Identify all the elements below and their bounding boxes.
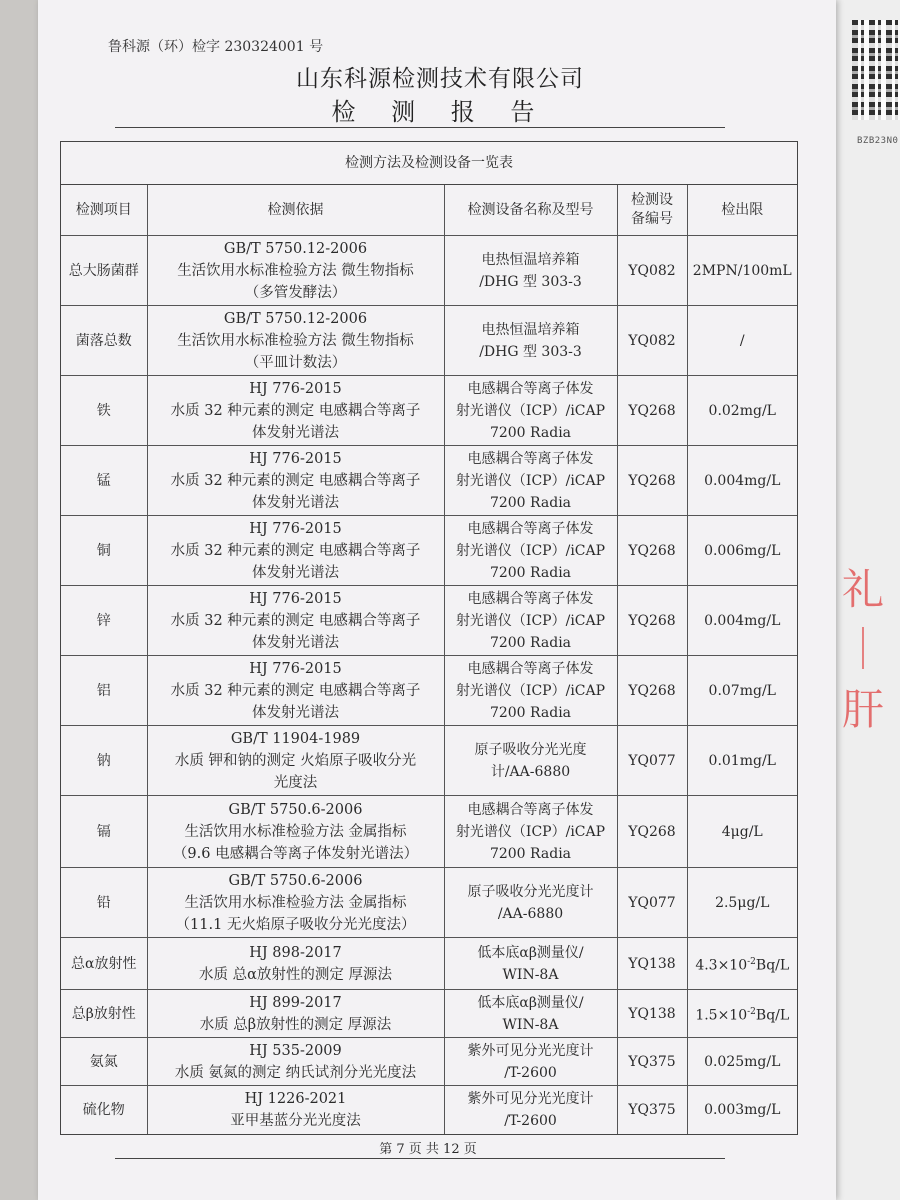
equipment-code-cell: YQ138 (617, 990, 687, 1038)
equipment-line: 电感耦合等离子体发 (467, 660, 594, 677)
table-row (61, 236, 797, 306)
detection-limit-cell: / (687, 306, 797, 376)
test-basis-line: 水质 32 种元素的测定 电感耦合等离子 (170, 682, 421, 699)
test-basis-line: HJ 535-2009 (249, 1042, 342, 1059)
equipment-line: 7200 Radia (489, 424, 572, 441)
equipment-line: /T-2600 (504, 1064, 557, 1081)
equipment-line: 电感耦合等离子体发 (467, 590, 594, 607)
table-row (61, 586, 797, 656)
test-item-cell: 锌 (61, 586, 147, 656)
equipment-line: /DHG 型 303-3 (479, 273, 582, 290)
detection-limit-cell: 0.003mg/L (687, 1086, 797, 1134)
test-basis-line: （11.1 无火焰原子吸收分光光度法） (175, 916, 416, 933)
table-row (61, 726, 797, 796)
equipment-line: 射光谱仪（ICP）/iCAP (455, 472, 606, 489)
table-row (61, 990, 797, 1038)
document-title: 检 测 报 告 (331, 98, 549, 126)
detection-limit-part: Bq/L (755, 957, 790, 974)
test-basis-line: 水质 32 种元素的测定 电感耦合等离子 (170, 472, 421, 489)
equipment-line: WIN-8A (502, 966, 559, 983)
test-item-cell: 总β放射性 (61, 990, 147, 1038)
equipment-cell (444, 796, 617, 868)
test-item-cell: 铅 (61, 868, 147, 938)
test-basis-line: 水质 32 种元素的测定 电感耦合等离子 (170, 612, 421, 629)
equipment-line: 射光谱仪（ICP）/iCAP (455, 682, 606, 699)
test-basis-line: HJ 776-2015 (249, 380, 342, 397)
equipment-line: /T-2600 (504, 1112, 557, 1129)
table-row (61, 446, 797, 516)
test-item-cell: 铁 (61, 376, 147, 446)
test-basis-line: HJ 898-2017 (249, 944, 342, 961)
detection-limit-cell: 0.006mg/L (687, 516, 797, 586)
red-seal-stamp: 礼 ｜ 肝 (842, 565, 885, 734)
test-basis-cell (147, 586, 444, 656)
equipment-cell (444, 868, 617, 938)
equipment-line: 电感耦合等离子体发 (467, 520, 594, 537)
header-rule (115, 127, 725, 128)
test-basis-line: （多管发酵法） (244, 284, 347, 301)
equipment-line: 电感耦合等离子体发 (467, 450, 594, 467)
test-item-cell: 镉 (61, 796, 147, 868)
table-row (61, 1038, 797, 1086)
test-basis-line: HJ 899-2017 (249, 994, 342, 1011)
equipment-line: 计/AA-6880 (490, 763, 571, 780)
test-item-cell: 钠 (61, 726, 147, 796)
test-item-cell: 菌落总数 (61, 306, 147, 376)
test-basis-cell (147, 516, 444, 586)
test-basis-cell (147, 446, 444, 516)
test-basis-line: （9.6 电感耦合等离子体发射光谱法） (172, 845, 419, 862)
table-row (61, 516, 797, 586)
column-header-text: 检测设备名称及型号 (467, 201, 594, 218)
test-basis-line: HJ 776-2015 (249, 450, 342, 467)
test-basis-cell (147, 796, 444, 868)
test-basis-line: 亚甲基蓝分光光度法 (230, 1112, 361, 1129)
equipment-line: 电感耦合等离子体发 (467, 380, 594, 397)
equipment-line: 7200 Radia (489, 704, 572, 721)
equipment-cell (444, 516, 617, 586)
detection-limit-part: -2 (747, 1006, 756, 1017)
test-item-cell: 硫化物 (61, 1086, 147, 1134)
table-header-row (61, 185, 797, 236)
detection-limit-cell: 0.025mg/L (687, 1038, 797, 1086)
detection-limit-part: 1.5×10 (695, 1007, 748, 1024)
detection-limit-cell: 2MPN/100mL (687, 236, 797, 306)
test-basis-line: 体发射光谱法 (252, 494, 339, 511)
equipment-code-cell: YQ268 (617, 656, 687, 726)
equipment-line: 紫外可见分光光度计 (467, 1090, 594, 1107)
test-basis-line: GB/T 5750.6-2006 (228, 801, 363, 818)
equipment-cell (444, 656, 617, 726)
table-row (61, 938, 797, 990)
equipment-cell (444, 990, 617, 1038)
equipment-line: 低本底αβ测量仪/ (477, 994, 584, 1011)
qr-code-icon (852, 20, 900, 120)
test-item-cell: 总大肠菌群 (61, 236, 147, 306)
equipment-cell (444, 1086, 617, 1134)
equipment-code-cell: YQ268 (617, 376, 687, 446)
test-basis-line: HJ 1226-2021 (244, 1090, 347, 1107)
test-basis-line: 水质 总β放射性的测定 厚源法 (199, 1016, 392, 1033)
test-basis-line: 体发射光谱法 (252, 564, 339, 581)
column-header-text: 检测项目 (75, 201, 132, 218)
column-header (617, 185, 687, 236)
equipment-line: 7200 Radia (489, 564, 572, 581)
equipment-line: /AA-6880 (497, 905, 564, 922)
equipment-cell (444, 1038, 617, 1086)
test-basis-cell (147, 236, 444, 306)
test-basis-line: （平皿计数法） (244, 354, 347, 371)
equipment-code-cell: YQ375 (617, 1086, 687, 1134)
equipment-line: 电热恒温培养箱 (481, 251, 580, 268)
equipment-code-cell: YQ375 (617, 1038, 687, 1086)
column-header-text: 检测依据 (267, 201, 324, 218)
equipment-code-cell: YQ268 (617, 446, 687, 516)
column-header (444, 185, 617, 236)
page-footer: 第 7 页 共 12 页 (379, 1142, 477, 1157)
equipment-line: 射光谱仪（ICP）/iCAP (455, 612, 606, 629)
test-basis-line: 水质 钾和钠的测定 火焰原子吸收分光 (174, 752, 417, 769)
equipment-cell (444, 938, 617, 990)
test-basis-line: HJ 776-2015 (249, 520, 342, 537)
equipment-line: 原子吸收分光光度计 (467, 883, 594, 900)
test-basis-cell (147, 726, 444, 796)
equipment-code-cell: YQ077 (617, 726, 687, 796)
table-body (61, 236, 797, 1134)
equipment-line: 电热恒温培养箱 (481, 321, 580, 338)
equipment-line: 原子吸收分光光度 (474, 741, 587, 758)
detection-limit-cell: 0.07mg/L (687, 656, 797, 726)
equipment-line: 紫外可见分光光度计 (467, 1042, 594, 1059)
equipment-line: WIN-8A (502, 1016, 559, 1033)
detection-limit-cell: 0.01mg/L (687, 726, 797, 796)
test-basis-line: 生活饮用水标准检验方法 金属指标 (184, 823, 407, 840)
equipment-line: 7200 Radia (489, 634, 572, 651)
detection-limit-cell: 0.02mg/L (687, 376, 797, 446)
detection-limit-part: 4.3×10 (695, 957, 748, 974)
test-basis-line: HJ 776-2015 (249, 660, 342, 677)
test-basis-cell (147, 1038, 444, 1086)
report-number: 鲁科源（环）检字 230324001 号 (108, 39, 324, 55)
table-row (61, 376, 797, 446)
test-basis-cell (147, 376, 444, 446)
equipment-code-cell: YQ082 (617, 306, 687, 376)
test-basis-line: 生活饮用水标准检验方法 金属指标 (184, 894, 407, 911)
column-header (147, 185, 444, 236)
test-basis-line: GB/T 11904-1989 (230, 730, 361, 747)
table-row (61, 1086, 797, 1134)
test-basis-line: 水质 32 种元素的测定 电感耦合等离子 (170, 402, 421, 419)
equipment-code-cell: YQ268 (617, 796, 687, 868)
test-basis-line: 水质 氨氮的测定 纳氏试剂分光光度法 (174, 1064, 417, 1081)
equipment-line: 电感耦合等离子体发 (467, 801, 594, 818)
test-basis-cell (147, 306, 444, 376)
test-basis-line: 生活饮用水标准检验方法 微生物指标 (177, 332, 414, 349)
table-row (61, 796, 797, 868)
test-basis-cell (147, 868, 444, 938)
test-basis-line: GB/T 5750.6-2006 (228, 872, 363, 889)
equipment-line: 7200 Radia (489, 494, 572, 511)
equipment-line: 7200 Radia (489, 845, 572, 862)
column-header (61, 185, 147, 236)
company-name: 山东科源检测技术有限公司 (296, 66, 584, 92)
equipment-line: 射光谱仪（ICP）/iCAP (455, 402, 606, 419)
detection-limit-part: Bq/L (755, 1007, 790, 1024)
detection-limit-cell: 2.5μg/L (687, 868, 797, 938)
column-header (687, 185, 797, 236)
test-basis-line: 生活饮用水标准检验方法 微生物指标 (177, 262, 414, 279)
equipment-cell (444, 236, 617, 306)
detection-limit-cell: 0.004mg/L (687, 586, 797, 656)
column-header-text: 备编号 (631, 211, 673, 227)
table-row (61, 656, 797, 726)
test-basis-line: GB/T 5750.12-2006 (223, 310, 368, 327)
equipment-code-cell: YQ077 (617, 868, 687, 938)
equipment-cell (444, 306, 617, 376)
test-basis-line: 水质 32 种元素的测定 电感耦合等离子 (170, 542, 421, 559)
table-row (61, 306, 797, 376)
methods-table (61, 185, 797, 1134)
equipment-code-cell: YQ268 (617, 586, 687, 656)
column-header-text: 检出限 (721, 201, 764, 218)
equipment-code-cell: YQ268 (617, 516, 687, 586)
detection-limit-part: -2 (747, 956, 756, 967)
equipment-line: 低本底αβ测量仪/ (477, 944, 584, 961)
detection-limit-cell: 4μg/L (687, 796, 797, 868)
test-item-cell: 氨氮 (61, 1038, 147, 1086)
test-basis-cell (147, 990, 444, 1038)
column-header-text: 检测设 (631, 192, 673, 208)
test-item-cell: 总α放射性 (61, 938, 147, 990)
equipment-cell (444, 726, 617, 796)
test-basis-line: HJ 776-2015 (249, 590, 342, 607)
test-basis-line: 水质 总α放射性的测定 厚源法 (198, 966, 392, 983)
detection-limit-cell (687, 938, 797, 990)
detection-limit-cell: 0.004mg/L (687, 446, 797, 516)
equipment-line: /DHG 型 303-3 (479, 343, 582, 360)
test-item-cell: 锰 (61, 446, 147, 516)
equipment-cell (444, 376, 617, 446)
test-basis-line: 体发射光谱法 (252, 634, 339, 651)
test-basis-line: GB/T 5750.12-2006 (223, 240, 368, 257)
equipment-cell (444, 586, 617, 656)
test-basis-cell (147, 1086, 444, 1134)
test-basis-line: 光度法 (273, 774, 318, 791)
test-basis-line: 体发射光谱法 (252, 704, 339, 721)
equipment-line: 射光谱仪（ICP）/iCAP (455, 823, 606, 840)
test-basis-line: 体发射光谱法 (252, 424, 339, 441)
equipment-code-cell: YQ082 (617, 236, 687, 306)
test-item-cell: 铜 (61, 516, 147, 586)
test-item-cell: 铝 (61, 656, 147, 726)
table-caption: 检测方法及检测设备一览表 (61, 142, 797, 185)
side-code: BZB23N0 (857, 136, 899, 146)
test-basis-cell (147, 656, 444, 726)
equipment-code-cell: YQ138 (617, 938, 687, 990)
test-basis-cell (147, 938, 444, 990)
footer-rule (115, 1158, 725, 1159)
equipment-line: 射光谱仪（ICP）/iCAP (455, 542, 606, 559)
detection-limit-cell (687, 990, 797, 1038)
table-row (61, 868, 797, 938)
methods-equipment-table (60, 141, 798, 1135)
equipment-cell (444, 446, 617, 516)
